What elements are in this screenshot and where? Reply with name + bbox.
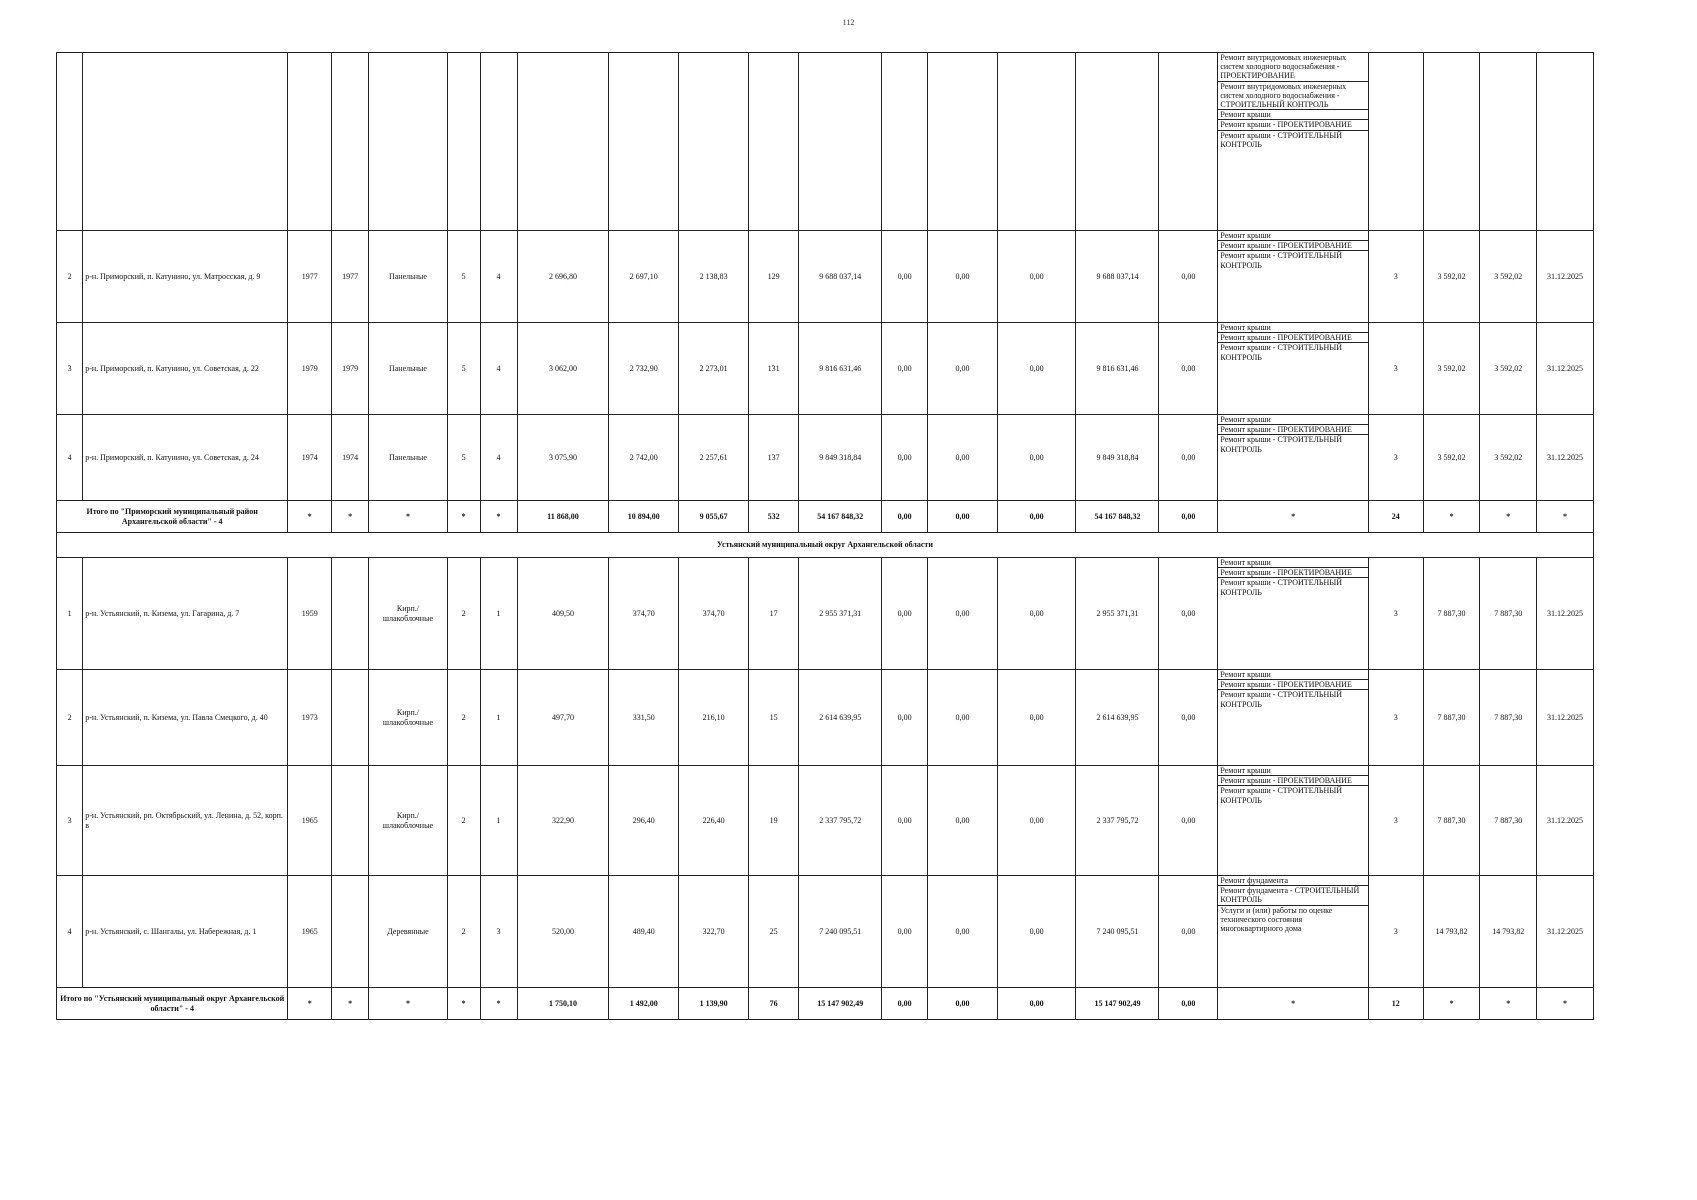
cell-deadline: 31.12.2025 <box>1537 766 1594 876</box>
cell-deadline: 31.12.2025 <box>1537 670 1594 766</box>
cell-deadline: 31.12.2025 <box>1537 323 1594 415</box>
cell-wall: Кирп./ шлакоблочные <box>369 558 448 670</box>
cell-address: р-н. Приморский, п. Катунино, ул. Советская, д. 24 <box>83 415 288 501</box>
cell-fund-other: 0,00 <box>1159 670 1218 766</box>
blank-cell <box>332 53 369 231</box>
works-list <box>1218 231 1368 270</box>
cell-fund-federal: 0,00 <box>882 323 928 415</box>
cell-year-commissioned: 1974 <box>332 415 369 501</box>
total-residents: 532 <box>749 501 799 533</box>
cell-fund-other: 0,00 <box>1159 415 1218 501</box>
total-fund-owners: 15 147 902,49 <box>1076 988 1159 1020</box>
works-cell <box>1218 323 1369 415</box>
total-star: * <box>1480 988 1537 1020</box>
cell-address: р-н. Приморский, п. Катунино, ул. Советская, д. 22 <box>83 323 288 415</box>
total-fund-other: 0,00 <box>1159 501 1218 533</box>
blank-cell <box>1537 53 1594 231</box>
works-list <box>1218 53 1368 149</box>
cell-area-total: 3 075,90 <box>517 415 609 501</box>
cell-deadline: 31.12.2025 <box>1537 231 1594 323</box>
cell-work-count: 3 <box>1369 766 1424 876</box>
cell-area-total: 497,70 <box>517 670 609 766</box>
work-item: Ремонт фундамента <box>1218 876 1368 886</box>
cell-year-commissioned: 1977 <box>332 231 369 323</box>
work-item: Ремонт крыши - СТРОИТЕЛЬНЫЙ КОНТРОЛЬ <box>1220 578 1343 597</box>
cell-fund-local: 0,00 <box>997 231 1076 323</box>
cell-num: 4 <box>57 876 83 988</box>
total-star: * <box>480 988 517 1020</box>
cell-fund-local: 0,00 <box>997 670 1076 766</box>
total-area-living: 9 055,67 <box>679 501 749 533</box>
work-item: Ремонт крыши - ПРОЕКТИРОВАНИЕ <box>1218 241 1368 251</box>
cell-area-premises: 489,40 <box>609 876 679 988</box>
page-number: 112 <box>842 18 855 27</box>
blank-cell <box>517 53 609 231</box>
cell-fund-federal: 0,00 <box>882 231 928 323</box>
cell-fund-federal: 0,00 <box>882 670 928 766</box>
cell-area-total: 409,50 <box>517 558 609 670</box>
cell-num: 3 <box>57 766 83 876</box>
cell-fund-local: 0,00 <box>997 323 1076 415</box>
table-row <box>57 558 1594 670</box>
total-star: * <box>447 501 480 533</box>
works-list <box>1218 670 1368 709</box>
capital-repair-table <box>56 52 1594 1020</box>
cell-work-count: 3 <box>1369 558 1424 670</box>
cell-address: р-н. Устьянский, рп. Октябрьский, ул. Ленина, д. 52, корп. в <box>83 766 288 876</box>
cell-area-total: 3 062,00 <box>517 323 609 415</box>
cell-area-premises: 2 697,10 <box>609 231 679 323</box>
cell-fund-regional: 0,00 <box>928 558 998 670</box>
works-cell <box>1218 53 1369 231</box>
cell-entrances: 1 <box>480 766 517 876</box>
cell-residents: 25 <box>749 876 799 988</box>
work-item: Ремонт крыши - СТРОИТЕЛЬНЫЙ КОНТРОЛЬ <box>1220 130 1343 149</box>
work-item: Ремонт крыши - ПРОЕКТИРОВАНИЕ <box>1218 776 1368 786</box>
total-fund-owners: 54 167 848,32 <box>1076 501 1159 533</box>
cell-residents: 137 <box>749 415 799 501</box>
total-area-living: 1 139,90 <box>679 988 749 1020</box>
cell-wall: Панельные <box>369 415 448 501</box>
works-list <box>1218 558 1368 597</box>
cell-entrances: 3 <box>480 876 517 988</box>
work-item: Ремонт крыши - СТРОИТЕЛЬНЫЙ КОНТРОЛЬ <box>1220 251 1343 270</box>
works-cell <box>1218 415 1369 501</box>
work-item: Ремонт крыши <box>1218 415 1368 425</box>
cell-year-built: 1979 <box>288 323 332 415</box>
cell-wall: Панельные <box>369 231 448 323</box>
work-item: Ремонт крыши - ПРОЕКТИРОВАНИЕ <box>1218 120 1368 130</box>
cell-fund-owners: 9 849 318,84 <box>1076 415 1159 501</box>
blank-cell <box>288 53 332 231</box>
cell-fund-local: 0,00 <box>997 415 1076 501</box>
blank-cell <box>57 53 83 231</box>
blank-cell <box>1480 53 1537 231</box>
blank-cell <box>1423 53 1480 231</box>
cell-floors: 5 <box>447 231 480 323</box>
total-star: * <box>332 988 369 1020</box>
total-star: * <box>288 501 332 533</box>
cell-cost-total: 2 337 795,72 <box>799 766 882 876</box>
cell-residents: 131 <box>749 323 799 415</box>
works-cell <box>1218 670 1369 766</box>
work-item: Ремонт крыши <box>1218 558 1368 568</box>
cell-num: 3 <box>57 323 83 415</box>
cell-unit-cost: 3 592,02 <box>1423 323 1480 415</box>
cell-cost-total: 9 849 318,84 <box>799 415 882 501</box>
total-star: * <box>1537 988 1594 1020</box>
cell-residents: 15 <box>749 670 799 766</box>
cell-area-premises: 2 742,00 <box>609 415 679 501</box>
section-row <box>57 533 1594 558</box>
cell-area-premises: 296,40 <box>609 766 679 876</box>
cell-work-count: 3 <box>1369 415 1424 501</box>
total-star: * <box>1537 501 1594 533</box>
cell-year-commissioned <box>332 670 369 766</box>
total-fund-local: 0,00 <box>997 988 1076 1020</box>
table-row <box>57 323 1594 415</box>
cell-cost-total: 2 614 639,95 <box>799 670 882 766</box>
cell-wall: Панельные <box>369 323 448 415</box>
work-item: Ремонт крыши <box>1218 110 1368 120</box>
total-cost-total: 54 167 848,32 <box>799 501 882 533</box>
total-star: * <box>1218 988 1369 1020</box>
cell-address: р-н. Приморский, п. Катунино, ул. Матросская, д. 9 <box>83 231 288 323</box>
cell-fund-federal: 0,00 <box>882 558 928 670</box>
cell-deadline: 31.12.2025 <box>1537 558 1594 670</box>
work-item: Ремонт крыши - СТРОИТЕЛЬНЫЙ КОНТРОЛЬ <box>1220 343 1343 362</box>
cell-fund-local: 0,00 <box>997 558 1076 670</box>
total-cost-total: 15 147 902,49 <box>799 988 882 1020</box>
works-cell <box>1218 766 1369 876</box>
works-list <box>1218 415 1368 454</box>
cell-work-count: 3 <box>1369 323 1424 415</box>
cell-area-living: 2 257,61 <box>679 415 749 501</box>
total-area-total: 11 868,00 <box>517 501 609 533</box>
cell-address: р-н. Устьянский, п. Кизема, ул. Гагарина, д. 7 <box>83 558 288 670</box>
cell-num: 4 <box>57 415 83 501</box>
blank-cell <box>997 53 1076 231</box>
cell-fund-local: 0,00 <box>997 766 1076 876</box>
cell-residents: 19 <box>749 766 799 876</box>
cell-area-living: 226,40 <box>679 766 749 876</box>
total-star: * <box>1423 988 1480 1020</box>
total-fund-local: 0,00 <box>997 501 1076 533</box>
cell-entrances: 1 <box>480 670 517 766</box>
total-residents: 76 <box>749 988 799 1020</box>
cell-area-living: 2 138,83 <box>679 231 749 323</box>
cell-fund-owners: 9 688 037,14 <box>1076 231 1159 323</box>
cell-unit-cost: 3 592,02 <box>1423 231 1480 323</box>
total-star: * <box>332 501 369 533</box>
cell-entrances: 4 <box>480 415 517 501</box>
cell-num: 2 <box>57 231 83 323</box>
cell-work-count: 3 <box>1369 670 1424 766</box>
cell-num: 1 <box>57 558 83 670</box>
cell-fund-regional: 0,00 <box>928 876 998 988</box>
total-star: * <box>480 501 517 533</box>
blank-cell <box>928 53 998 231</box>
cell-fund-other: 0,00 <box>1159 876 1218 988</box>
work-item: Ремонт крыши - ПРОЕКТИРОВАНИЕ <box>1218 680 1368 690</box>
cell-fund-regional: 0,00 <box>928 323 998 415</box>
continuation-row <box>57 53 1594 231</box>
cell-area-living: 216,10 <box>679 670 749 766</box>
cell-year-built: 1974 <box>288 415 332 501</box>
total-star: * <box>1423 501 1480 533</box>
work-item: Ремонт крыши <box>1218 231 1368 241</box>
cell-fund-other: 0,00 <box>1159 558 1218 670</box>
total-star: * <box>1480 501 1537 533</box>
blank-cell <box>882 53 928 231</box>
cell-fund-regional: 0,00 <box>928 766 998 876</box>
cell-fund-local: 0,00 <box>997 876 1076 988</box>
cell-fund-owners: 2 337 795,72 <box>1076 766 1159 876</box>
blank-cell <box>799 53 882 231</box>
cell-limit-cost: 7 887,30 <box>1480 558 1537 670</box>
total-fund-federal: 0,00 <box>882 501 928 533</box>
total-fund-other: 0,00 <box>1159 988 1218 1020</box>
blank-cell <box>1369 53 1424 231</box>
primorsky-total-row <box>57 501 1594 533</box>
work-item: Ремонт крыши - СТРОИТЕЛЬНЫЙ КОНТРОЛЬ <box>1220 786 1343 805</box>
table-row <box>57 231 1594 323</box>
work-item: Ремонт крыши - СТРОИТЕЛЬНЫЙ КОНТРОЛЬ <box>1220 690 1343 709</box>
cell-limit-cost: 7 887,30 <box>1480 766 1537 876</box>
work-item: Ремонт крыши <box>1218 670 1368 680</box>
cell-fund-owners: 9 816 631,46 <box>1076 323 1159 415</box>
total-star: * <box>1218 501 1369 533</box>
cell-limit-cost: 14 793,82 <box>1480 876 1537 988</box>
total-work-count: 24 <box>1369 501 1424 533</box>
cell-address: р-н. Устьянский, п. Кизема, ул. Павла Смецкого, д. 40 <box>83 670 288 766</box>
cell-floors: 5 <box>447 415 480 501</box>
work-item: Ремонт крыши - СТРОИТЕЛЬНЫЙ КОНТРОЛЬ <box>1220 435 1343 454</box>
work-item: Услуги и (или) работы по оценке технического состояния многоквартирного дома <box>1220 905 1333 933</box>
ustyansky-total-row <box>57 988 1594 1020</box>
cell-unit-cost: 7 887,30 <box>1423 558 1480 670</box>
works-list <box>1218 766 1368 805</box>
total-fund-regional: 0,00 <box>928 988 998 1020</box>
works-cell <box>1218 558 1369 670</box>
section-title: Устьянский муниципальный округ Архангельской области <box>57 533 1594 558</box>
works-list <box>1218 876 1368 933</box>
blank-cell <box>749 53 799 231</box>
cell-year-built: 1965 <box>288 766 332 876</box>
cell-area-living: 374,70 <box>679 558 749 670</box>
total-fund-federal: 0,00 <box>882 988 928 1020</box>
total-label: Итого по "Устьянский муниципальный округ Архангельской области" - 4 <box>57 988 288 1020</box>
total-star: * <box>369 988 448 1020</box>
cell-year-commissioned <box>332 766 369 876</box>
cell-unit-cost: 3 592,02 <box>1423 415 1480 501</box>
cell-year-built: 1965 <box>288 876 332 988</box>
cell-unit-cost: 7 887,30 <box>1423 766 1480 876</box>
cell-cost-total: 7 240 095,51 <box>799 876 882 988</box>
cell-deadline: 31.12.2025 <box>1537 876 1594 988</box>
cell-year-commissioned <box>332 558 369 670</box>
blank-cell <box>609 53 679 231</box>
cell-limit-cost: 3 592,02 <box>1480 323 1537 415</box>
works-cell <box>1218 231 1369 323</box>
cell-fund-other: 0,00 <box>1159 323 1218 415</box>
cell-fund-federal: 0,00 <box>882 766 928 876</box>
cell-floors: 2 <box>447 766 480 876</box>
cell-area-premises: 374,70 <box>609 558 679 670</box>
cell-work-count: 3 <box>1369 876 1424 988</box>
cell-entrances: 4 <box>480 231 517 323</box>
cell-fund-owners: 2 955 371,31 <box>1076 558 1159 670</box>
cell-fund-other: 0,00 <box>1159 766 1218 876</box>
cell-area-total: 520,00 <box>517 876 609 988</box>
table-row <box>57 415 1594 501</box>
cell-work-count: 3 <box>1369 231 1424 323</box>
cell-area-living: 322,70 <box>679 876 749 988</box>
blank-cell <box>679 53 749 231</box>
cell-cost-total: 2 955 371,31 <box>799 558 882 670</box>
cell-floors: 5 <box>447 323 480 415</box>
work-item: Ремонт внутридомовых инженерных систем холодного водоснабжения - ПРОЕКТИРОВАНИЕ <box>1218 53 1368 82</box>
table-row <box>57 766 1594 876</box>
cell-year-built: 1973 <box>288 670 332 766</box>
blank-cell <box>369 53 448 231</box>
cell-num: 2 <box>57 670 83 766</box>
cell-limit-cost: 7 887,30 <box>1480 670 1537 766</box>
blank-cell <box>1076 53 1159 231</box>
table-row <box>57 670 1594 766</box>
work-item: Ремонт фундамента - СТРОИТЕЛЬНЫЙ КОНТРОЛЬ <box>1218 886 1368 905</box>
cell-year-built: 1977 <box>288 231 332 323</box>
table-row <box>57 876 1594 988</box>
total-fund-regional: 0,00 <box>928 501 998 533</box>
total-work-count: 12 <box>1369 988 1424 1020</box>
cell-fund-regional: 0,00 <box>928 415 998 501</box>
total-label: Итого по "Приморский муниципальный район Архангельской области" - 4 <box>57 501 288 533</box>
cell-wall: Деревянные <box>369 876 448 988</box>
cell-fund-regional: 0,00 <box>928 670 998 766</box>
total-star: * <box>288 988 332 1020</box>
cell-floors: 2 <box>447 670 480 766</box>
cell-address: р-н. Устьянский, с. Шангалы, ул. Набережная, д. 1 <box>83 876 288 988</box>
cell-area-premises: 2 732,90 <box>609 323 679 415</box>
cell-unit-cost: 7 887,30 <box>1423 670 1480 766</box>
cell-cost-total: 9 688 037,14 <box>799 231 882 323</box>
total-star: * <box>447 988 480 1020</box>
cell-cost-total: 9 816 631,46 <box>799 323 882 415</box>
work-item: Ремонт крыши - ПРОЕКТИРОВАНИЕ <box>1218 568 1368 578</box>
cell-area-total: 2 696,80 <box>517 231 609 323</box>
cell-year-built: 1959 <box>288 558 332 670</box>
blank-cell <box>83 53 288 231</box>
cell-year-commissioned <box>332 876 369 988</box>
work-item: Ремонт крыши - ПРОЕКТИРОВАНИЕ <box>1218 333 1368 343</box>
cell-fund-regional: 0,00 <box>928 231 998 323</box>
cell-residents: 17 <box>749 558 799 670</box>
works-list <box>1218 323 1368 362</box>
total-star: * <box>369 501 448 533</box>
total-area-premises: 10 894,00 <box>609 501 679 533</box>
cell-entrances: 1 <box>480 558 517 670</box>
work-item: Ремонт крыши - ПРОЕКТИРОВАНИЕ <box>1218 425 1368 435</box>
cell-residents: 129 <box>749 231 799 323</box>
cell-entrances: 4 <box>480 323 517 415</box>
cell-limit-cost: 3 592,02 <box>1480 415 1537 501</box>
work-item: Ремонт крыши <box>1218 766 1368 776</box>
work-item: Ремонт внутридомовых инженерных систем холодного водоснабжения - СТРОИТЕЛЬНЫЙ КОНТРОЛЬ <box>1218 82 1368 111</box>
cell-floors: 2 <box>447 876 480 988</box>
cell-fund-owners: 7 240 095,51 <box>1076 876 1159 988</box>
cell-area-total: 322,90 <box>517 766 609 876</box>
blank-cell <box>480 53 517 231</box>
cell-fund-owners: 2 614 639,95 <box>1076 670 1159 766</box>
blank-cell <box>1159 53 1218 231</box>
cell-floors: 2 <box>447 558 480 670</box>
blank-cell <box>447 53 480 231</box>
cell-fund-other: 0,00 <box>1159 231 1218 323</box>
cell-unit-cost: 14 793,82 <box>1423 876 1480 988</box>
cell-fund-federal: 0,00 <box>882 415 928 501</box>
cell-area-living: 2 273,01 <box>679 323 749 415</box>
work-item: Ремонт крыши <box>1218 323 1368 333</box>
cell-wall: Кирп./ шлакоблочные <box>369 766 448 876</box>
works-cell <box>1218 876 1369 988</box>
total-area-premises: 1 492,00 <box>609 988 679 1020</box>
cell-fund-federal: 0,00 <box>882 876 928 988</box>
cell-limit-cost: 3 592,02 <box>1480 231 1537 323</box>
cell-deadline: 31.12.2025 <box>1537 415 1594 501</box>
cell-wall: Кирп./ шлакоблочные <box>369 670 448 766</box>
total-area-total: 1 750,10 <box>517 988 609 1020</box>
cell-area-premises: 331,50 <box>609 670 679 766</box>
cell-year-commissioned: 1979 <box>332 323 369 415</box>
